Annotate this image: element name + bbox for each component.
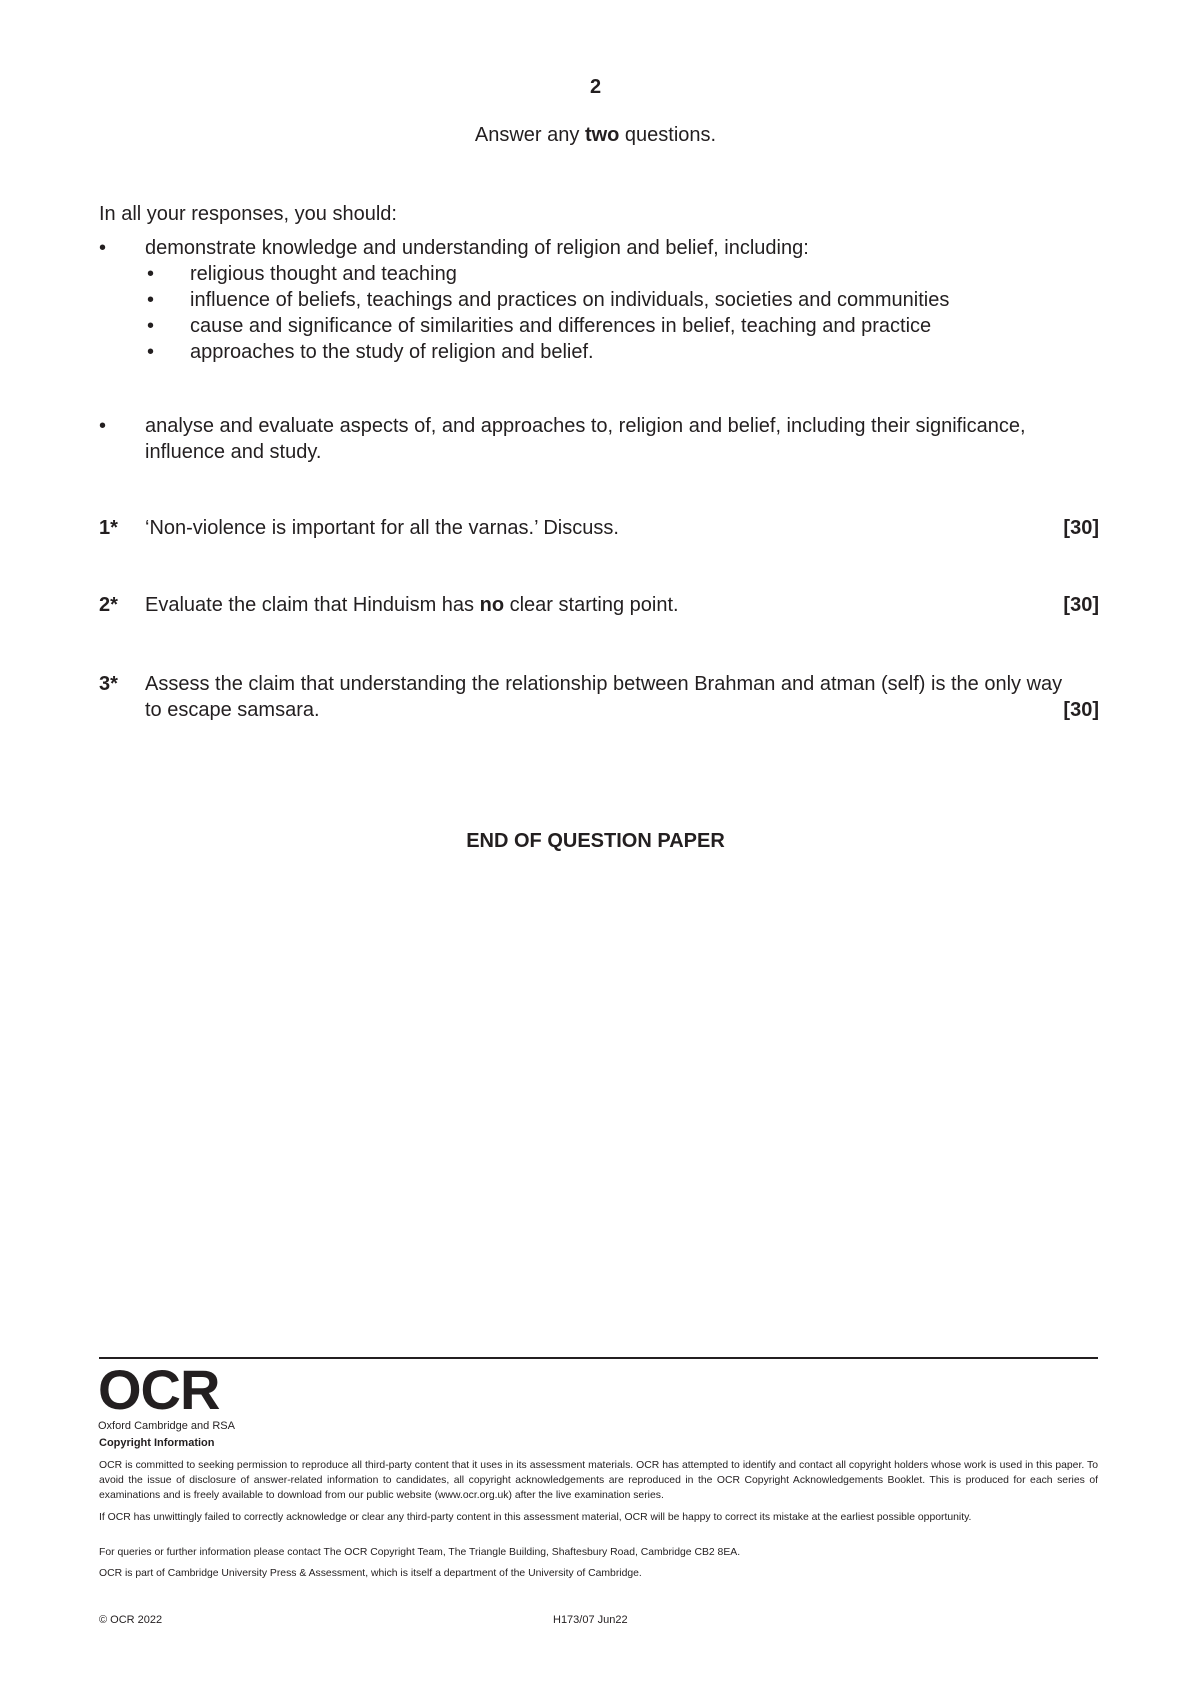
bullet-text: analyse and evaluate aspects of, and approaches to, religion and belief, including their significance, influence and study. xyxy=(145,415,1026,463)
bullet-text: demonstrate knowledge and understanding of religion and belief, including: xyxy=(145,237,809,259)
sub-bullet-text: influence of beliefs, teachings and practices on individuals, societies and communities xyxy=(190,289,950,311)
question-text-bold: no xyxy=(479,594,505,616)
ocr-logo xyxy=(98,1358,235,1432)
bullet-symbol: • xyxy=(99,237,107,259)
intro-text: In all your responses, you should: xyxy=(99,203,397,225)
question-text-pre: Evaluate the claim that Hinduism has xyxy=(145,594,480,616)
ocr-logo-subtitle: Oxford Cambridge and RSA xyxy=(98,1420,235,1432)
end-of-paper: END OF QUESTION PAPER xyxy=(466,830,725,852)
bullet-symbol: • xyxy=(147,289,155,311)
instruction-post: questions. xyxy=(619,124,717,146)
question-marks: [30] xyxy=(1063,517,1099,539)
paper-code: H173/07 Jun22 xyxy=(553,1614,628,1626)
bullet-symbol: • xyxy=(147,341,155,363)
question-marks: [30] xyxy=(1063,594,1099,616)
question-text xyxy=(145,592,1065,618)
copyright-notice: © OCR 2022 xyxy=(99,1614,163,1626)
instruction-pre: Answer any xyxy=(474,124,585,146)
copyright-title: Copyright Information xyxy=(99,1437,215,1449)
bullet-symbol: • xyxy=(99,415,107,437)
bullet-symbol: • xyxy=(147,263,155,285)
question-number: 1* xyxy=(99,517,118,539)
copyright-paragraph: OCR is part of Cambridge University Press & Assessment, which is itself a department of the University of Cambridge. xyxy=(99,1568,642,1579)
question-text-post: clear starting point. xyxy=(504,594,679,616)
copyright-paragraph: For queries or further information please contact The OCR Copyright Team, The Triangle Building, Shaftesbury Road, Cambridge CB2 8EA. xyxy=(99,1547,741,1558)
footer-divider xyxy=(99,1357,1098,1359)
instruction xyxy=(0,124,1191,147)
question-text: Assess the claim that understanding the relationship between Brahman and atman (self) is the only way to escape samsara. xyxy=(145,673,1063,721)
ocr-logo-mark: OCR xyxy=(98,1358,220,1421)
question-number: 3* xyxy=(99,673,118,695)
question-marks: [30] xyxy=(1063,699,1099,721)
sub-bullet-text: cause and significance of similarities and differences in belief, teaching and practice xyxy=(190,315,932,337)
copyright-paragraph: OCR is committed to seeking permission to reproduce all third-party content that it uses in its assessment materials. OCR has attempted to identify and contact all copyright holders whose work is used in this paper. To avoid the issue of disclosure of answer-related information to candidates, all copyright acknowledgements are reproduced in the OCR Copyright Acknowledgements Booklet. This is produced for each series of examinations and is freely available to download from our public website (www.ocr.org.uk) after the live examination series. xyxy=(99,1460,1098,1501)
question-number: 2* xyxy=(99,594,118,616)
bullet-symbol: • xyxy=(147,315,155,337)
copyright-paragraph: If OCR has unwittingly failed to correctly acknowledge or clear any third-party content in this assessment material, OCR will be happy to correct its mistake at the earliest possible opportunity. xyxy=(99,1512,972,1523)
sub-bullet-text: religious thought and teaching xyxy=(190,263,457,285)
sub-bullet-text: approaches to the study of religion and belief. xyxy=(190,341,594,363)
page-number: 2 xyxy=(589,76,602,98)
instruction-bold: two xyxy=(584,124,620,146)
question-text: ‘Non-violence is important for all the varnas.’ Discuss. xyxy=(145,517,619,539)
